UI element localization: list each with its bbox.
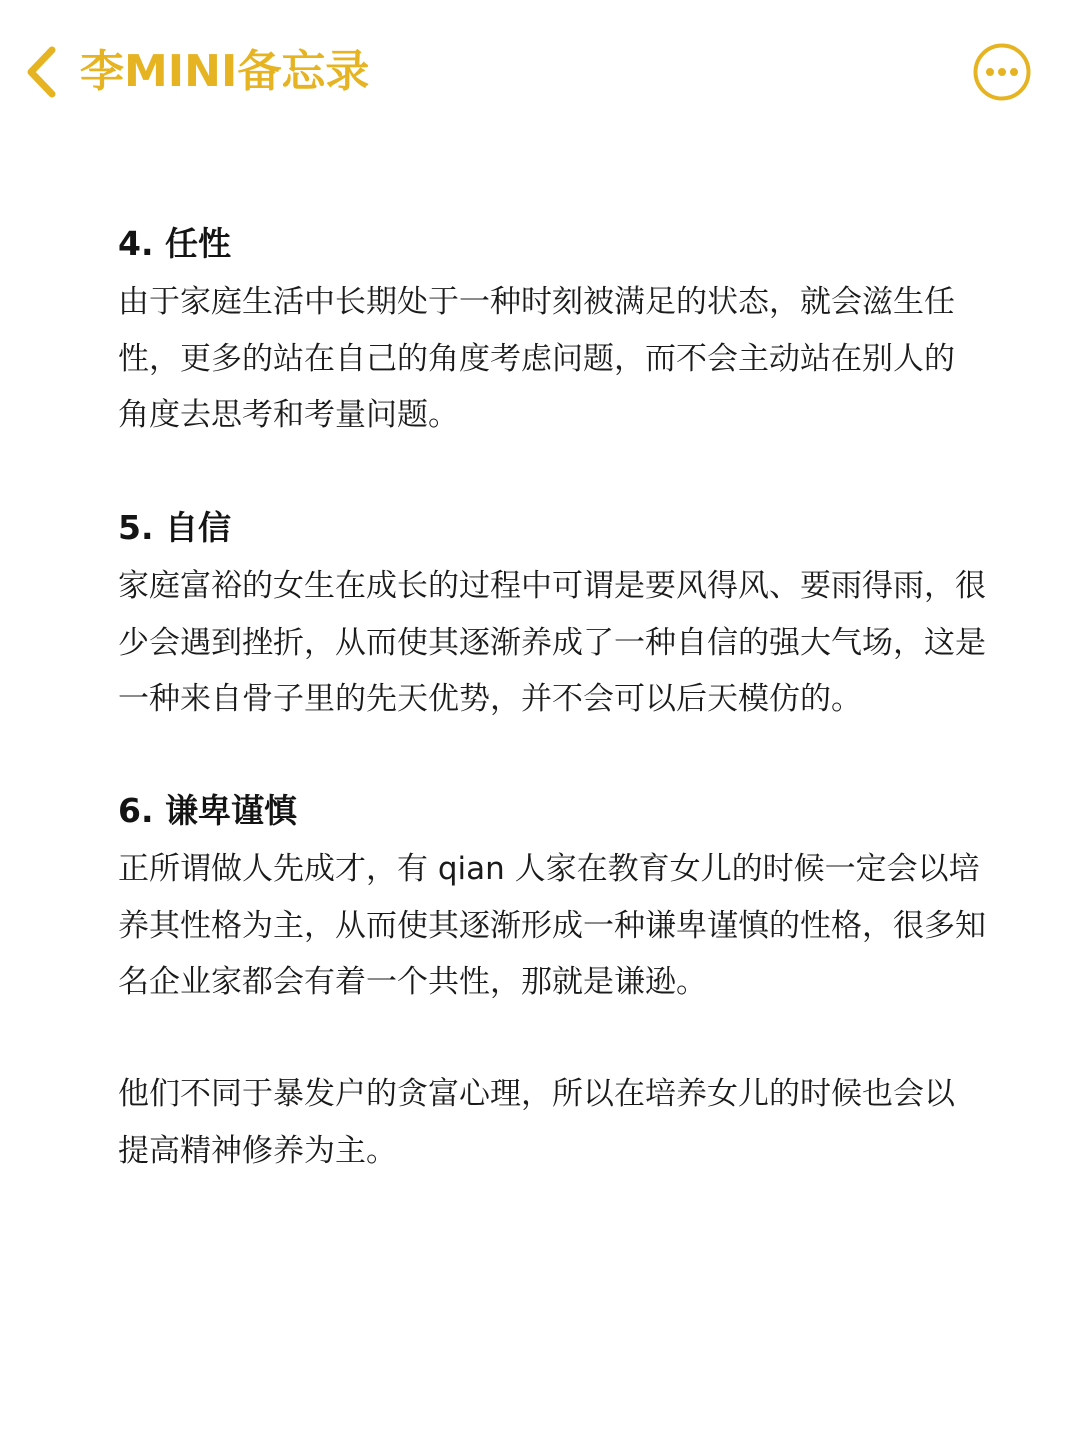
section-4	[118, 214, 978, 444]
chevron-left-icon	[22, 44, 62, 100]
section-body: 由于家庭生活中长期处于一种时刻被满足的状态，就会滋生任性，更多的站在自己的角度考虑问题，而不会主动站在别人的角度去思考和考量问题。	[118, 284, 955, 433]
more-button[interactable]	[972, 42, 1032, 102]
nav-bar	[0, 0, 1080, 145]
more-horizontal-icon	[972, 42, 1032, 102]
closing-paragraph: 他们不同于暴发户的贪富心理，所以在培养女儿的时候也会以提高精神修养为主。	[118, 1076, 955, 1169]
back-button[interactable]	[22, 44, 62, 100]
section-body: 家庭富裕的女生在成长的过程中可谓是要风得风、要雨得雨，很少会遇到挫折，从而使其逐渐养成了一种自信的强大气场，这是一种来自骨子里的先天优势，并不会可以后天模仿的。	[118, 568, 986, 717]
section-6	[118, 781, 988, 1011]
page-title: 李MINI备忘录	[80, 46, 370, 97]
section-5	[118, 498, 988, 728]
section-heading: 6. 谦卑谨慎	[118, 791, 297, 830]
section-heading: 5. 自信	[118, 508, 231, 547]
section-body: 正所谓做人先成才，有 qian 人家在教育女儿的时候一定会以培养其性格为主，从而使其逐渐形成一种谦卑谨慎的性格，很多知名企业家都会有着一个共性，那就是谦逊。	[118, 851, 986, 1000]
section-heading: 4. 任性	[118, 224, 231, 263]
